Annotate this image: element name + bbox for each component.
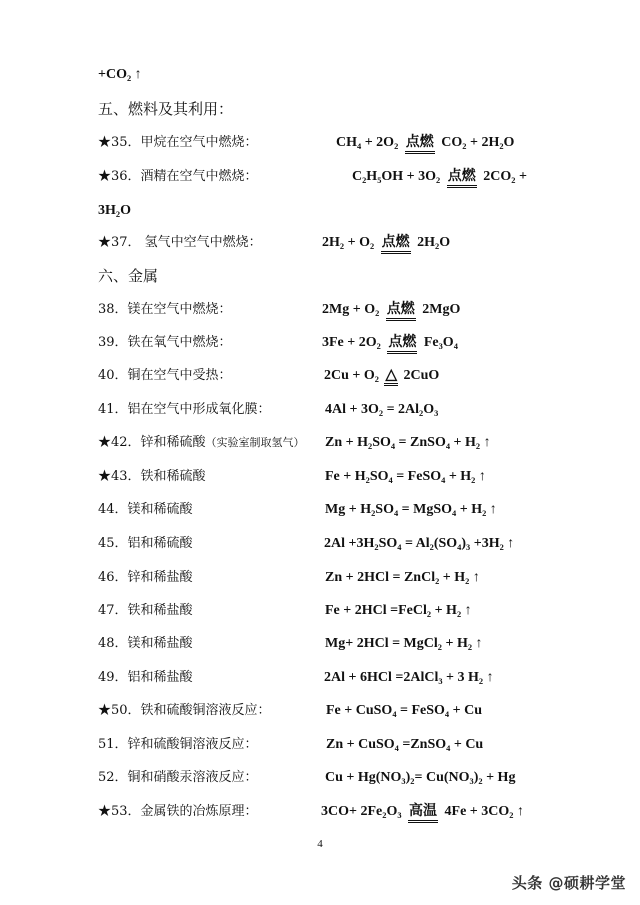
reaction-45 bbox=[0, 527, 640, 561]
equation bbox=[321, 795, 524, 829]
equation: Zn + H₂SO₄ = ZnSO₄ + H₂ ↑ bbox=[325, 435, 491, 450]
continuation-line: +CO₂ ↑ bbox=[98, 67, 142, 82]
reaction-label bbox=[98, 426, 305, 460]
heat-triangle-icon: △ bbox=[384, 367, 398, 386]
reaction-label: 46．锌和稀盐酸 bbox=[98, 570, 193, 585]
reaction-46 bbox=[0, 561, 640, 595]
reaction-43 bbox=[0, 460, 640, 494]
equation: Fe + CuSO₄ = FeSO₄ + Cu bbox=[326, 703, 483, 718]
reaction-label: 51．锌和硫酸铜溶液反应： bbox=[98, 737, 258, 752]
reaction-52 bbox=[0, 761, 640, 795]
reaction-label: ★36．酒精在空气中燃烧： bbox=[98, 169, 258, 184]
reaction-label: 41．铝在空气中形成氧化膜： bbox=[98, 402, 271, 417]
reaction-label: ★35．甲烷在空气中燃烧： bbox=[98, 135, 258, 150]
reactants: 3Fe + 2O₂ bbox=[322, 335, 381, 350]
condition: 点燃 bbox=[386, 302, 416, 321]
reactants: 2H₂ + O₂ bbox=[322, 235, 375, 250]
reactants: 3CO+ 2Fe₂O₃ bbox=[321, 804, 402, 819]
products: 2CO₂ + bbox=[483, 169, 527, 184]
equation: Mg+ 2HCl = MgCl₂ + H₂ ↑ bbox=[325, 636, 483, 651]
reaction-48 bbox=[0, 627, 640, 661]
equation: Mg + H₂SO₄ = MgSO₄ + H₂ ↑ bbox=[325, 502, 497, 517]
reactants: C₂H₅OH + 3O₂ bbox=[352, 169, 441, 184]
reaction-label: 45．铝和稀硫酸 bbox=[98, 536, 193, 551]
reaction-label: 48．镁和稀盐酸 bbox=[98, 636, 193, 651]
reaction-42 bbox=[0, 426, 640, 460]
reaction-40 bbox=[0, 359, 640, 393]
equation: 4Al + 3O₂ = 2Al₂O₃ bbox=[325, 402, 439, 417]
reaction-44 bbox=[0, 493, 640, 527]
continuation-line: 3H₂O bbox=[98, 203, 131, 218]
equation: Fe + 2HCl =FeCl₂ + H₂ ↑ bbox=[325, 603, 472, 618]
reaction-label: 39．铁在氧气中燃烧： bbox=[98, 335, 232, 350]
products: 4Fe + 3CO₂ ↑ bbox=[444, 804, 524, 819]
equation bbox=[336, 126, 514, 160]
reaction-label: 40．铜在空气中受热： bbox=[98, 368, 232, 383]
equation: Cu + Hg(NO₃)₂= Cu(NO₃)₂ + Hg bbox=[325, 770, 516, 785]
equation bbox=[352, 160, 527, 194]
products: CO₂ + 2H₂O bbox=[441, 135, 515, 150]
equation: Zn + 2HCl = ZnCl₂ + H₂ ↑ bbox=[325, 570, 480, 585]
reaction-51 bbox=[0, 728, 640, 762]
reaction-37 bbox=[0, 226, 640, 260]
reaction-label: 38．镁在空气中燃烧： bbox=[98, 302, 232, 317]
equation: Fe + H₂SO₄ = FeSO₄ + H₂ ↑ bbox=[325, 469, 486, 484]
reaction-label: ★43．铁和稀硫酸 bbox=[98, 469, 206, 484]
products: Fe₃O₄ bbox=[423, 335, 458, 350]
reaction-35 bbox=[0, 126, 640, 160]
equation bbox=[322, 293, 460, 327]
reaction-49 bbox=[0, 661, 640, 695]
products: 2MgO bbox=[422, 302, 461, 317]
reaction-label: 52．铜和硝酸汞溶液反应： bbox=[98, 770, 258, 785]
condition: 点燃 bbox=[387, 335, 417, 354]
watermark: 头条 @硕耕学堂 bbox=[511, 874, 626, 892]
section-heading-fuels: 五、燃料及其利用： bbox=[98, 100, 234, 118]
label-note: （实验室制取氢气） bbox=[205, 436, 305, 449]
equation: Zn + CuSO₄ =ZnSO₄ + Cu bbox=[326, 737, 484, 752]
reaction-39 bbox=[0, 326, 640, 360]
reaction-label: ★53．金属铁的冶炼原理： bbox=[98, 804, 258, 819]
equation: 2Al +3H₂SO₄ = Al₂(SO₄)₃ +3H₂ ↑ bbox=[324, 536, 515, 551]
reactants: CH₄ + 2O₂ bbox=[336, 135, 399, 150]
equation bbox=[322, 326, 458, 360]
reactants: 2Cu + O₂ bbox=[324, 368, 379, 383]
reaction-label: 47．铁和稀盐酸 bbox=[98, 603, 193, 618]
reaction-label: 49．铝和稀盐酸 bbox=[98, 670, 193, 685]
reaction-label: 44．镁和稀硫酸 bbox=[98, 502, 193, 517]
reaction-label: ★37． 氢气中空气中燃烧： bbox=[98, 235, 262, 250]
label-text: ★42．锌和稀硫酸 bbox=[98, 435, 206, 450]
reaction-38 bbox=[0, 293, 640, 327]
section-heading-metals: 六、金属 bbox=[98, 267, 159, 285]
equation: 2Al + 6HCl =2AlCl₃ + 3 H₂ ↑ bbox=[324, 670, 494, 685]
products: 2H₂O bbox=[417, 235, 451, 250]
condition: 点燃 bbox=[381, 235, 411, 254]
condition: 点燃 bbox=[447, 169, 477, 188]
reaction-36 bbox=[0, 160, 640, 194]
reaction-53 bbox=[0, 795, 640, 829]
condition: 点燃 bbox=[405, 135, 435, 154]
reactants: 2Mg + O₂ bbox=[322, 302, 380, 317]
equation bbox=[322, 226, 450, 260]
reaction-41 bbox=[0, 393, 640, 427]
reaction-label: ★50．铁和硫酸铜溶液反应： bbox=[98, 703, 271, 718]
equation bbox=[324, 359, 439, 393]
reaction-50 bbox=[0, 694, 640, 728]
products: 2CuO bbox=[403, 368, 440, 383]
page-number: 4 bbox=[317, 838, 323, 850]
reaction-47 bbox=[0, 594, 640, 628]
condition: 高温 bbox=[408, 804, 438, 823]
